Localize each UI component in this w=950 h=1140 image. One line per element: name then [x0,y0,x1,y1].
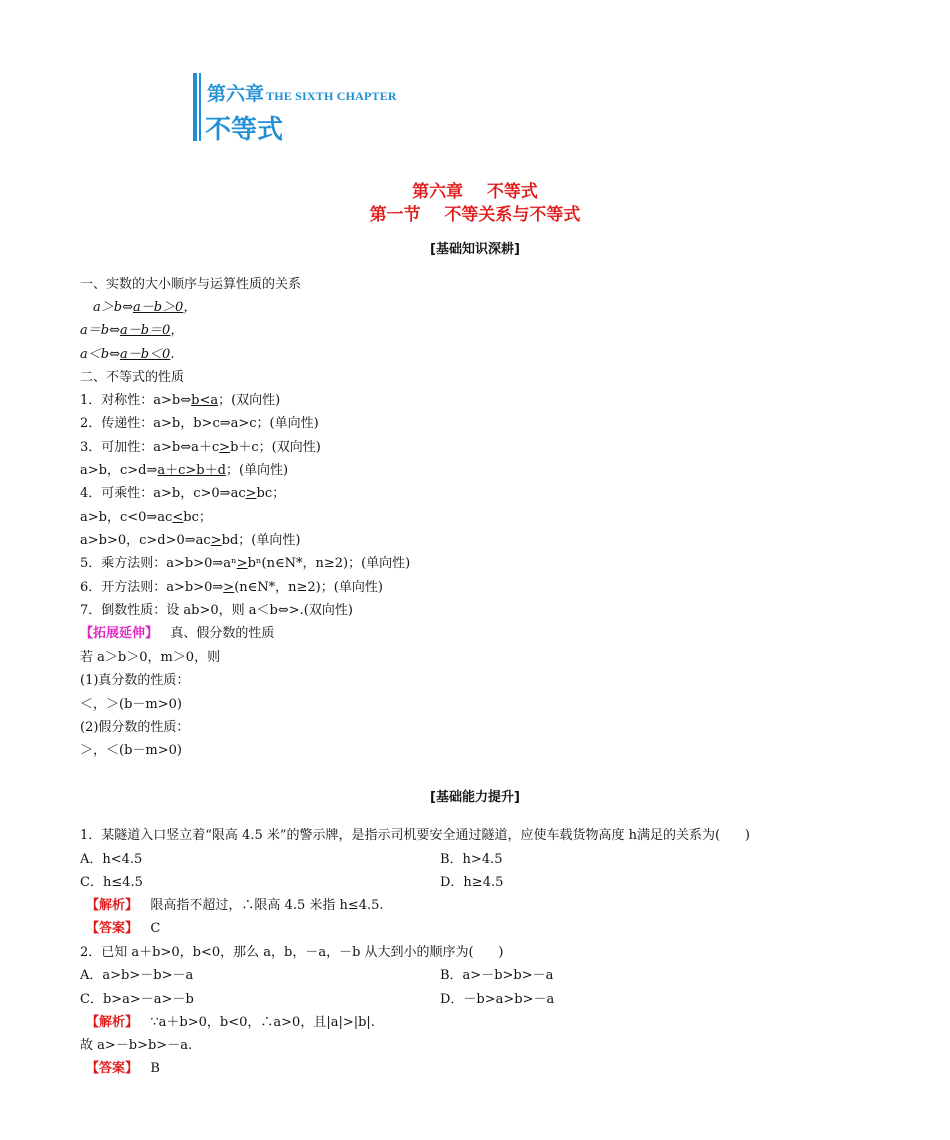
section-title-knowledge: [基础知识深耕] [430,242,520,257]
banner-chapter [207,79,397,106]
banner-bar-decoration [193,73,202,141]
q2-conclusion: 故 a>－b>b>－a. [80,1038,193,1053]
relation-greater: a＞b⇔a－b＞0， [93,300,197,315]
extension-line-1: 若 a＞b＞0，m＞0，则 [80,650,221,665]
relation-equal: a＝b⇔a－b＝0， [80,323,184,338]
heading-properties: 二、不等式的性质 [80,370,185,385]
property-transitivity: 2．传递性：a>b，b>c⇒a>c；(单向性) [80,416,319,431]
property-root: 6．开方法则：a>b>0⇒>(n∈N*，n≥2)；(单向性) [80,580,383,595]
analysis-tag: 【解析】 [86,898,139,913]
q2-option-b: B．a>－b>b>－a [440,968,554,983]
analysis-tag: 【解析】 [86,1015,139,1030]
q1-analysis: 【解析】 限高指不超过，∴限高 4.5 米指 h≤4.5. [86,898,384,913]
q1-answer: 【答案】 C [86,921,161,936]
banner-title: 不等式 [205,115,284,145]
property-multiplicativity: 4．可乘性：a>b，c>0⇒ac>bc； [80,486,286,501]
extension-line-2: (1)真分数的性质： [80,673,190,688]
q2-stem: 2．已知 a＋b>0，b<0，那么 a，b，－a，－b 从大到小的顺序为( ) [80,945,504,960]
heading-order-relation: 一、实数的大小顺序与运算性质的关系 [80,277,302,292]
extension-heading: 【拓展延伸】 真、假分数的性质 [80,626,275,641]
section-title-ability: [基础能力提升] [430,790,520,805]
relation-less: a＜b⇔a－b＜0. [80,347,175,362]
answer-tag: 【答案】 [86,921,139,936]
q1-option-a: A．h<4.5 [80,852,143,867]
q2-option-a: A．a>b>－b>－a [80,968,194,983]
banner-chapter-cn: 第六章 [207,83,265,105]
property-additivity-2: a>b，c>d⇒a＋c>b＋d；(单向性) [80,463,289,478]
chapter-heading: 第六章 不等式 [412,182,538,202]
property-reciprocal: 7．倒数性质：设 ab>0，则 a＜b⇔>.(双向性) [80,603,353,618]
property-multiplicativity-2: a>b，c<0⇒ac<bc； [80,510,212,525]
q2-analysis: 【解析】 ∵a＋b>0，b<0，∴a>0，且|a|>|b|. [86,1015,375,1030]
q1-option-d: D．h≥4.5 [440,875,504,890]
extension-tag: 【拓展延伸】 [80,626,159,641]
section-heading: 第一节 不等关系与不等式 [369,205,581,225]
q1-stem: 1．某隧道入口竖立着“限高 4.5 米”的警示牌，是指示司机要安全通过隧道，应使车载货物高度 h满足的关系为( ) [80,828,750,843]
extension-line-4: (2)假分数的性质： [80,720,190,735]
property-symmetry: 1．对称性：a>b⇔b<a；(双向性) [80,393,281,408]
q2-option-d: D．－b>a>b>－a [440,992,555,1007]
answer-tag: 【答案】 [86,1061,139,1076]
property-power: 5．乘方法则：a>b>0⇒aⁿ>bⁿ(n∈N*，n≥2)；(单向性) [80,556,411,571]
extension-line-5: ＞，＜(b－m>0) [80,743,182,758]
q2-option-c: C．b>a>－a>－b [80,992,194,1007]
q1-option-b: B．h>4.5 [440,852,503,867]
banner-chapter-en: THE SIXTH CHAPTER [266,89,397,103]
property-additivity: 3．可加性：a>b⇔a＋c>b＋c；(双向性) [80,440,321,455]
property-multiplicativity-3: a>b>0，c>d>0⇒ac>bd；(单向性) [80,533,301,548]
extension-line-3: ＜，＞(b－m>0) [80,697,182,712]
q2-answer: 【答案】 B [86,1061,160,1076]
q1-option-c: C．h≤4.5 [80,875,143,890]
